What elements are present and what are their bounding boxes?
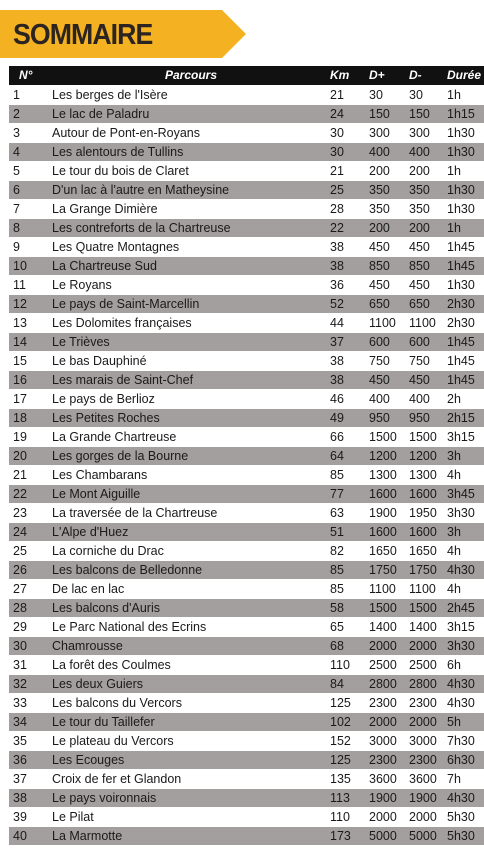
table-row — [9, 86, 484, 105]
route-duration: 2h — [447, 390, 484, 409]
table-row — [9, 618, 484, 637]
route-name: Le pays de Berlioz — [52, 390, 330, 409]
route-duration: 4h30 — [447, 675, 484, 694]
route-number: 14 — [9, 333, 52, 352]
route-dplus: 1600 — [369, 485, 409, 504]
route-dminus: 1500 — [409, 428, 447, 447]
route-dminus: 1100 — [409, 314, 447, 333]
route-number: 20 — [9, 447, 52, 466]
table-row — [9, 542, 484, 561]
route-number: 15 — [9, 352, 52, 371]
header-dplus: D+ — [369, 66, 409, 86]
route-duration: 5h — [447, 713, 484, 732]
route-km: 58 — [330, 599, 369, 618]
table-row — [9, 637, 484, 656]
route-duration: 1h45 — [447, 352, 484, 371]
route-km: 38 — [330, 352, 369, 371]
route-dplus: 2000 — [369, 808, 409, 827]
route-dplus: 1650 — [369, 542, 409, 561]
route-km: 64 — [330, 447, 369, 466]
route-dplus: 2500 — [369, 656, 409, 675]
route-km: 51 — [330, 523, 369, 542]
route-dminus: 1500 — [409, 599, 447, 618]
route-km: 37 — [330, 333, 369, 352]
route-dplus: 450 — [369, 276, 409, 295]
route-number: 32 — [9, 675, 52, 694]
route-km: 52 — [330, 295, 369, 314]
route-name: Les berges de l'Isère — [52, 86, 330, 105]
route-dplus: 1500 — [369, 428, 409, 447]
route-dminus: 1400 — [409, 618, 447, 637]
route-dminus: 1650 — [409, 542, 447, 561]
route-km: 49 — [330, 409, 369, 428]
route-name: Le tour du Taillefer — [52, 713, 330, 732]
route-dminus: 850 — [409, 257, 447, 276]
route-km: 110 — [330, 808, 369, 827]
route-duration: 1h30 — [447, 143, 484, 162]
route-dminus: 3000 — [409, 732, 447, 751]
route-name: Les deux Guiers — [52, 675, 330, 694]
route-dplus: 300 — [369, 124, 409, 143]
route-dminus: 350 — [409, 181, 447, 200]
route-dplus: 1500 — [369, 599, 409, 618]
table-row — [9, 447, 484, 466]
route-km: 102 — [330, 713, 369, 732]
route-km: 85 — [330, 561, 369, 580]
route-name: L'Alpe d'Huez — [52, 523, 330, 542]
route-name: Le bas Dauphiné — [52, 352, 330, 371]
route-name: Chamrousse — [52, 637, 330, 656]
routes-table-body — [9, 86, 484, 846]
table-row — [9, 105, 484, 124]
route-duration: 3h — [447, 523, 484, 542]
route-number: 31 — [9, 656, 52, 675]
table-row — [9, 675, 484, 694]
table-row — [9, 580, 484, 599]
route-km: 77 — [330, 485, 369, 504]
page-title: SOMMAIRE — [13, 19, 153, 51]
route-duration: 2h30 — [447, 314, 484, 333]
table-row — [9, 694, 484, 713]
route-name: La traversée de la Chartreuse — [52, 504, 330, 523]
route-dplus: 2000 — [369, 713, 409, 732]
route-name: De lac en lac — [52, 580, 330, 599]
route-dminus: 1600 — [409, 523, 447, 542]
route-km: 28 — [330, 200, 369, 219]
route-duration: 3h45 — [447, 485, 484, 504]
table-row — [9, 181, 484, 200]
route-name: Le tour du bois de Claret — [52, 162, 330, 181]
route-number: 25 — [9, 542, 52, 561]
route-km: 65 — [330, 618, 369, 637]
route-name: Les Petites Roches — [52, 409, 330, 428]
route-name: Les Quatre Montagnes — [52, 238, 330, 257]
table-row — [9, 428, 484, 447]
route-km: 84 — [330, 675, 369, 694]
route-duration: 7h30 — [447, 732, 484, 751]
route-dminus: 650 — [409, 295, 447, 314]
route-km: 30 — [330, 143, 369, 162]
route-number: 12 — [9, 295, 52, 314]
route-dplus: 400 — [369, 390, 409, 409]
table-row — [9, 466, 484, 485]
table-row — [9, 561, 484, 580]
header-duration: Durée — [447, 66, 484, 86]
route-km: 24 — [330, 105, 369, 124]
route-dminus: 200 — [409, 162, 447, 181]
route-dplus: 450 — [369, 371, 409, 390]
route-number: 16 — [9, 371, 52, 390]
route-km: 25 — [330, 181, 369, 200]
route-dplus: 1600 — [369, 523, 409, 542]
table-row — [9, 390, 484, 409]
route-km: 22 — [330, 219, 369, 238]
route-number: 17 — [9, 390, 52, 409]
route-dminus: 450 — [409, 238, 447, 257]
route-dminus: 1300 — [409, 466, 447, 485]
route-name: La corniche du Drac — [52, 542, 330, 561]
table-row — [9, 333, 484, 352]
route-number: 1 — [9, 86, 52, 105]
route-dminus: 200 — [409, 219, 447, 238]
route-dplus: 1750 — [369, 561, 409, 580]
route-dplus: 1200 — [369, 447, 409, 466]
route-number: 28 — [9, 599, 52, 618]
route-duration: 1h15 — [447, 105, 484, 124]
table-row — [9, 770, 484, 789]
route-dplus: 200 — [369, 219, 409, 238]
table-row — [9, 276, 484, 295]
route-name: Autour de Pont-en-Royans — [52, 124, 330, 143]
route-dminus: 2500 — [409, 656, 447, 675]
route-duration: 2h30 — [447, 295, 484, 314]
route-number: 23 — [9, 504, 52, 523]
route-dminus: 1100 — [409, 580, 447, 599]
route-name: Les Ecouges — [52, 751, 330, 770]
route-km: 38 — [330, 238, 369, 257]
route-number: 40 — [9, 827, 52, 846]
route-km: 173 — [330, 827, 369, 846]
route-dplus: 200 — [369, 162, 409, 181]
route-number: 3 — [9, 124, 52, 143]
route-km: 63 — [330, 504, 369, 523]
route-duration: 4h30 — [447, 561, 484, 580]
header-km: Km — [330, 66, 369, 86]
route-dplus: 3600 — [369, 770, 409, 789]
route-duration: 3h30 — [447, 637, 484, 656]
table-row — [9, 295, 484, 314]
route-duration: 4h30 — [447, 694, 484, 713]
table-row — [9, 352, 484, 371]
table-row — [9, 523, 484, 542]
route-dminus: 2300 — [409, 694, 447, 713]
route-dplus: 2000 — [369, 637, 409, 656]
route-duration: 3h — [447, 447, 484, 466]
route-km: 38 — [330, 257, 369, 276]
route-dminus: 400 — [409, 390, 447, 409]
route-number: 26 — [9, 561, 52, 580]
route-duration: 5h30 — [447, 827, 484, 846]
route-km: 38 — [330, 371, 369, 390]
route-dminus: 2800 — [409, 675, 447, 694]
route-dplus: 30 — [369, 86, 409, 105]
route-name: Les contreforts de la Chartreuse — [52, 219, 330, 238]
route-duration: 1h45 — [447, 333, 484, 352]
route-name: Le Trièves — [52, 333, 330, 352]
route-dplus: 750 — [369, 352, 409, 371]
route-dplus: 400 — [369, 143, 409, 162]
route-number: 38 — [9, 789, 52, 808]
route-name: La Marmotte — [52, 827, 330, 846]
table-row — [9, 732, 484, 751]
table-row — [9, 713, 484, 732]
route-duration: 6h — [447, 656, 484, 675]
route-duration: 2h45 — [447, 599, 484, 618]
route-name: Les balcons du Vercors — [52, 694, 330, 713]
table-row — [9, 143, 484, 162]
routes-table — [9, 66, 484, 845]
route-dplus: 850 — [369, 257, 409, 276]
route-duration: 1h30 — [447, 200, 484, 219]
route-number: 9 — [9, 238, 52, 257]
route-dplus: 2300 — [369, 751, 409, 770]
route-dplus: 1900 — [369, 789, 409, 808]
table-row — [9, 200, 484, 219]
route-dminus: 600 — [409, 333, 447, 352]
route-dplus: 950 — [369, 409, 409, 428]
route-name: La Grande Chartreuse — [52, 428, 330, 447]
route-km: 152 — [330, 732, 369, 751]
route-number: 21 — [9, 466, 52, 485]
route-dplus: 1900 — [369, 504, 409, 523]
route-km: 125 — [330, 751, 369, 770]
table-row — [9, 257, 484, 276]
route-name: Les balcons d'Auris — [52, 599, 330, 618]
route-dplus: 1100 — [369, 314, 409, 333]
route-number: 18 — [9, 409, 52, 428]
route-duration: 3h30 — [447, 504, 484, 523]
route-number: 27 — [9, 580, 52, 599]
route-dminus: 350 — [409, 200, 447, 219]
route-duration: 1h45 — [447, 238, 484, 257]
route-km: 68 — [330, 637, 369, 656]
route-number: 4 — [9, 143, 52, 162]
route-number: 33 — [9, 694, 52, 713]
table-row — [9, 485, 484, 504]
route-duration: 5h30 — [447, 808, 484, 827]
table-row — [9, 409, 484, 428]
route-km: 21 — [330, 86, 369, 105]
table-row — [9, 504, 484, 523]
route-dminus: 2000 — [409, 637, 447, 656]
route-duration: 3h15 — [447, 428, 484, 447]
route-duration: 4h30 — [447, 789, 484, 808]
route-number: 29 — [9, 618, 52, 637]
route-dminus: 2000 — [409, 808, 447, 827]
route-km: 46 — [330, 390, 369, 409]
route-number: 11 — [9, 276, 52, 295]
table-row — [9, 238, 484, 257]
route-duration: 4h — [447, 542, 484, 561]
route-km: 135 — [330, 770, 369, 789]
route-duration: 1h30 — [447, 181, 484, 200]
route-duration: 3h15 — [447, 618, 484, 637]
route-km: 110 — [330, 656, 369, 675]
route-name: La forêt des Coulmes — [52, 656, 330, 675]
route-duration: 2h15 — [447, 409, 484, 428]
route-dplus: 350 — [369, 181, 409, 200]
route-dminus: 1950 — [409, 504, 447, 523]
route-number: 24 — [9, 523, 52, 542]
route-dplus: 350 — [369, 200, 409, 219]
route-dminus: 750 — [409, 352, 447, 371]
route-dplus: 1100 — [369, 580, 409, 599]
route-duration: 1h45 — [447, 371, 484, 390]
route-number: 34 — [9, 713, 52, 732]
route-number: 10 — [9, 257, 52, 276]
route-dplus: 3000 — [369, 732, 409, 751]
route-name: Les Dolomites françaises — [52, 314, 330, 333]
table-row — [9, 314, 484, 333]
route-dminus: 300 — [409, 124, 447, 143]
route-dminus: 150 — [409, 105, 447, 124]
route-number: 30 — [9, 637, 52, 656]
table-row — [9, 219, 484, 238]
route-dminus: 1750 — [409, 561, 447, 580]
route-dminus: 5000 — [409, 827, 447, 846]
route-km: 66 — [330, 428, 369, 447]
route-number: 36 — [9, 751, 52, 770]
route-dplus: 1300 — [369, 466, 409, 485]
route-dplus: 1400 — [369, 618, 409, 637]
route-name: La Chartreuse Sud — [52, 257, 330, 276]
header-number: N° — [9, 66, 52, 86]
route-dplus: 600 — [369, 333, 409, 352]
route-dminus: 2000 — [409, 713, 447, 732]
route-dminus: 950 — [409, 409, 447, 428]
route-number: 19 — [9, 428, 52, 447]
route-dminus: 2300 — [409, 751, 447, 770]
route-number: 39 — [9, 808, 52, 827]
route-dminus: 3600 — [409, 770, 447, 789]
table-row — [9, 789, 484, 808]
route-duration: 6h30 — [447, 751, 484, 770]
route-km: 125 — [330, 694, 369, 713]
route-dminus: 450 — [409, 371, 447, 390]
route-km: 82 — [330, 542, 369, 561]
table-row — [9, 808, 484, 827]
route-dminus: 400 — [409, 143, 447, 162]
route-duration: 4h — [447, 466, 484, 485]
route-dminus: 1600 — [409, 485, 447, 504]
route-duration: 4h — [447, 580, 484, 599]
header-route: Parcours — [52, 66, 330, 86]
route-name: Le Pilat — [52, 808, 330, 827]
route-km: 85 — [330, 466, 369, 485]
route-dminus: 1200 — [409, 447, 447, 466]
route-dminus: 450 — [409, 276, 447, 295]
route-dplus: 450 — [369, 238, 409, 257]
route-duration: 1h30 — [447, 276, 484, 295]
route-number: 7 — [9, 200, 52, 219]
route-dplus: 150 — [369, 105, 409, 124]
table-row — [9, 162, 484, 181]
route-km: 36 — [330, 276, 369, 295]
route-number: 2 — [9, 105, 52, 124]
route-km: 85 — [330, 580, 369, 599]
route-name: Les Chambarans — [52, 466, 330, 485]
route-duration: 1h30 — [447, 124, 484, 143]
route-duration: 1h — [447, 219, 484, 238]
route-name: Le Parc National des Ecrins — [52, 618, 330, 637]
route-number: 22 — [9, 485, 52, 504]
route-km: 21 — [330, 162, 369, 181]
route-duration: 1h — [447, 86, 484, 105]
route-name: Les alentours de Tullins — [52, 143, 330, 162]
route-name: D'un lac à l'autre en Matheysine — [52, 181, 330, 200]
route-number: 13 — [9, 314, 52, 333]
route-number: 8 — [9, 219, 52, 238]
route-name: Le Royans — [52, 276, 330, 295]
table-row — [9, 371, 484, 390]
route-dplus: 650 — [369, 295, 409, 314]
route-name: Le pays voironnais — [52, 789, 330, 808]
route-duration: 1h45 — [447, 257, 484, 276]
table-row — [9, 751, 484, 770]
route-dminus: 30 — [409, 86, 447, 105]
header-dminus: D- — [409, 66, 447, 86]
route-name: Le lac de Paladru — [52, 105, 330, 124]
route-km: 44 — [330, 314, 369, 333]
route-number: 35 — [9, 732, 52, 751]
route-duration: 1h — [447, 162, 484, 181]
route-km: 30 — [330, 124, 369, 143]
route-km: 113 — [330, 789, 369, 808]
route-name: Le pays de Saint-Marcellin — [52, 295, 330, 314]
route-name: Le plateau du Vercors — [52, 732, 330, 751]
route-name: Le Mont Aiguille — [52, 485, 330, 504]
table-row — [9, 656, 484, 675]
route-dplus: 2300 — [369, 694, 409, 713]
route-dplus: 2800 — [369, 675, 409, 694]
table-row — [9, 599, 484, 618]
route-name: Les marais de Saint-Chef — [52, 371, 330, 390]
route-name: Croix de fer et Glandon — [52, 770, 330, 789]
title-banner — [0, 10, 248, 58]
route-name: Les gorges de la Bourne — [52, 447, 330, 466]
route-name: Les balcons de Belledonne — [52, 561, 330, 580]
route-dminus: 1900 — [409, 789, 447, 808]
route-dplus: 5000 — [369, 827, 409, 846]
table-row — [9, 827, 484, 846]
route-duration: 7h — [447, 770, 484, 789]
route-name: La Grange Dimière — [52, 200, 330, 219]
route-number: 5 — [9, 162, 52, 181]
table-header-row — [9, 66, 484, 86]
route-number: 6 — [9, 181, 52, 200]
route-number: 37 — [9, 770, 52, 789]
table-row — [9, 124, 484, 143]
